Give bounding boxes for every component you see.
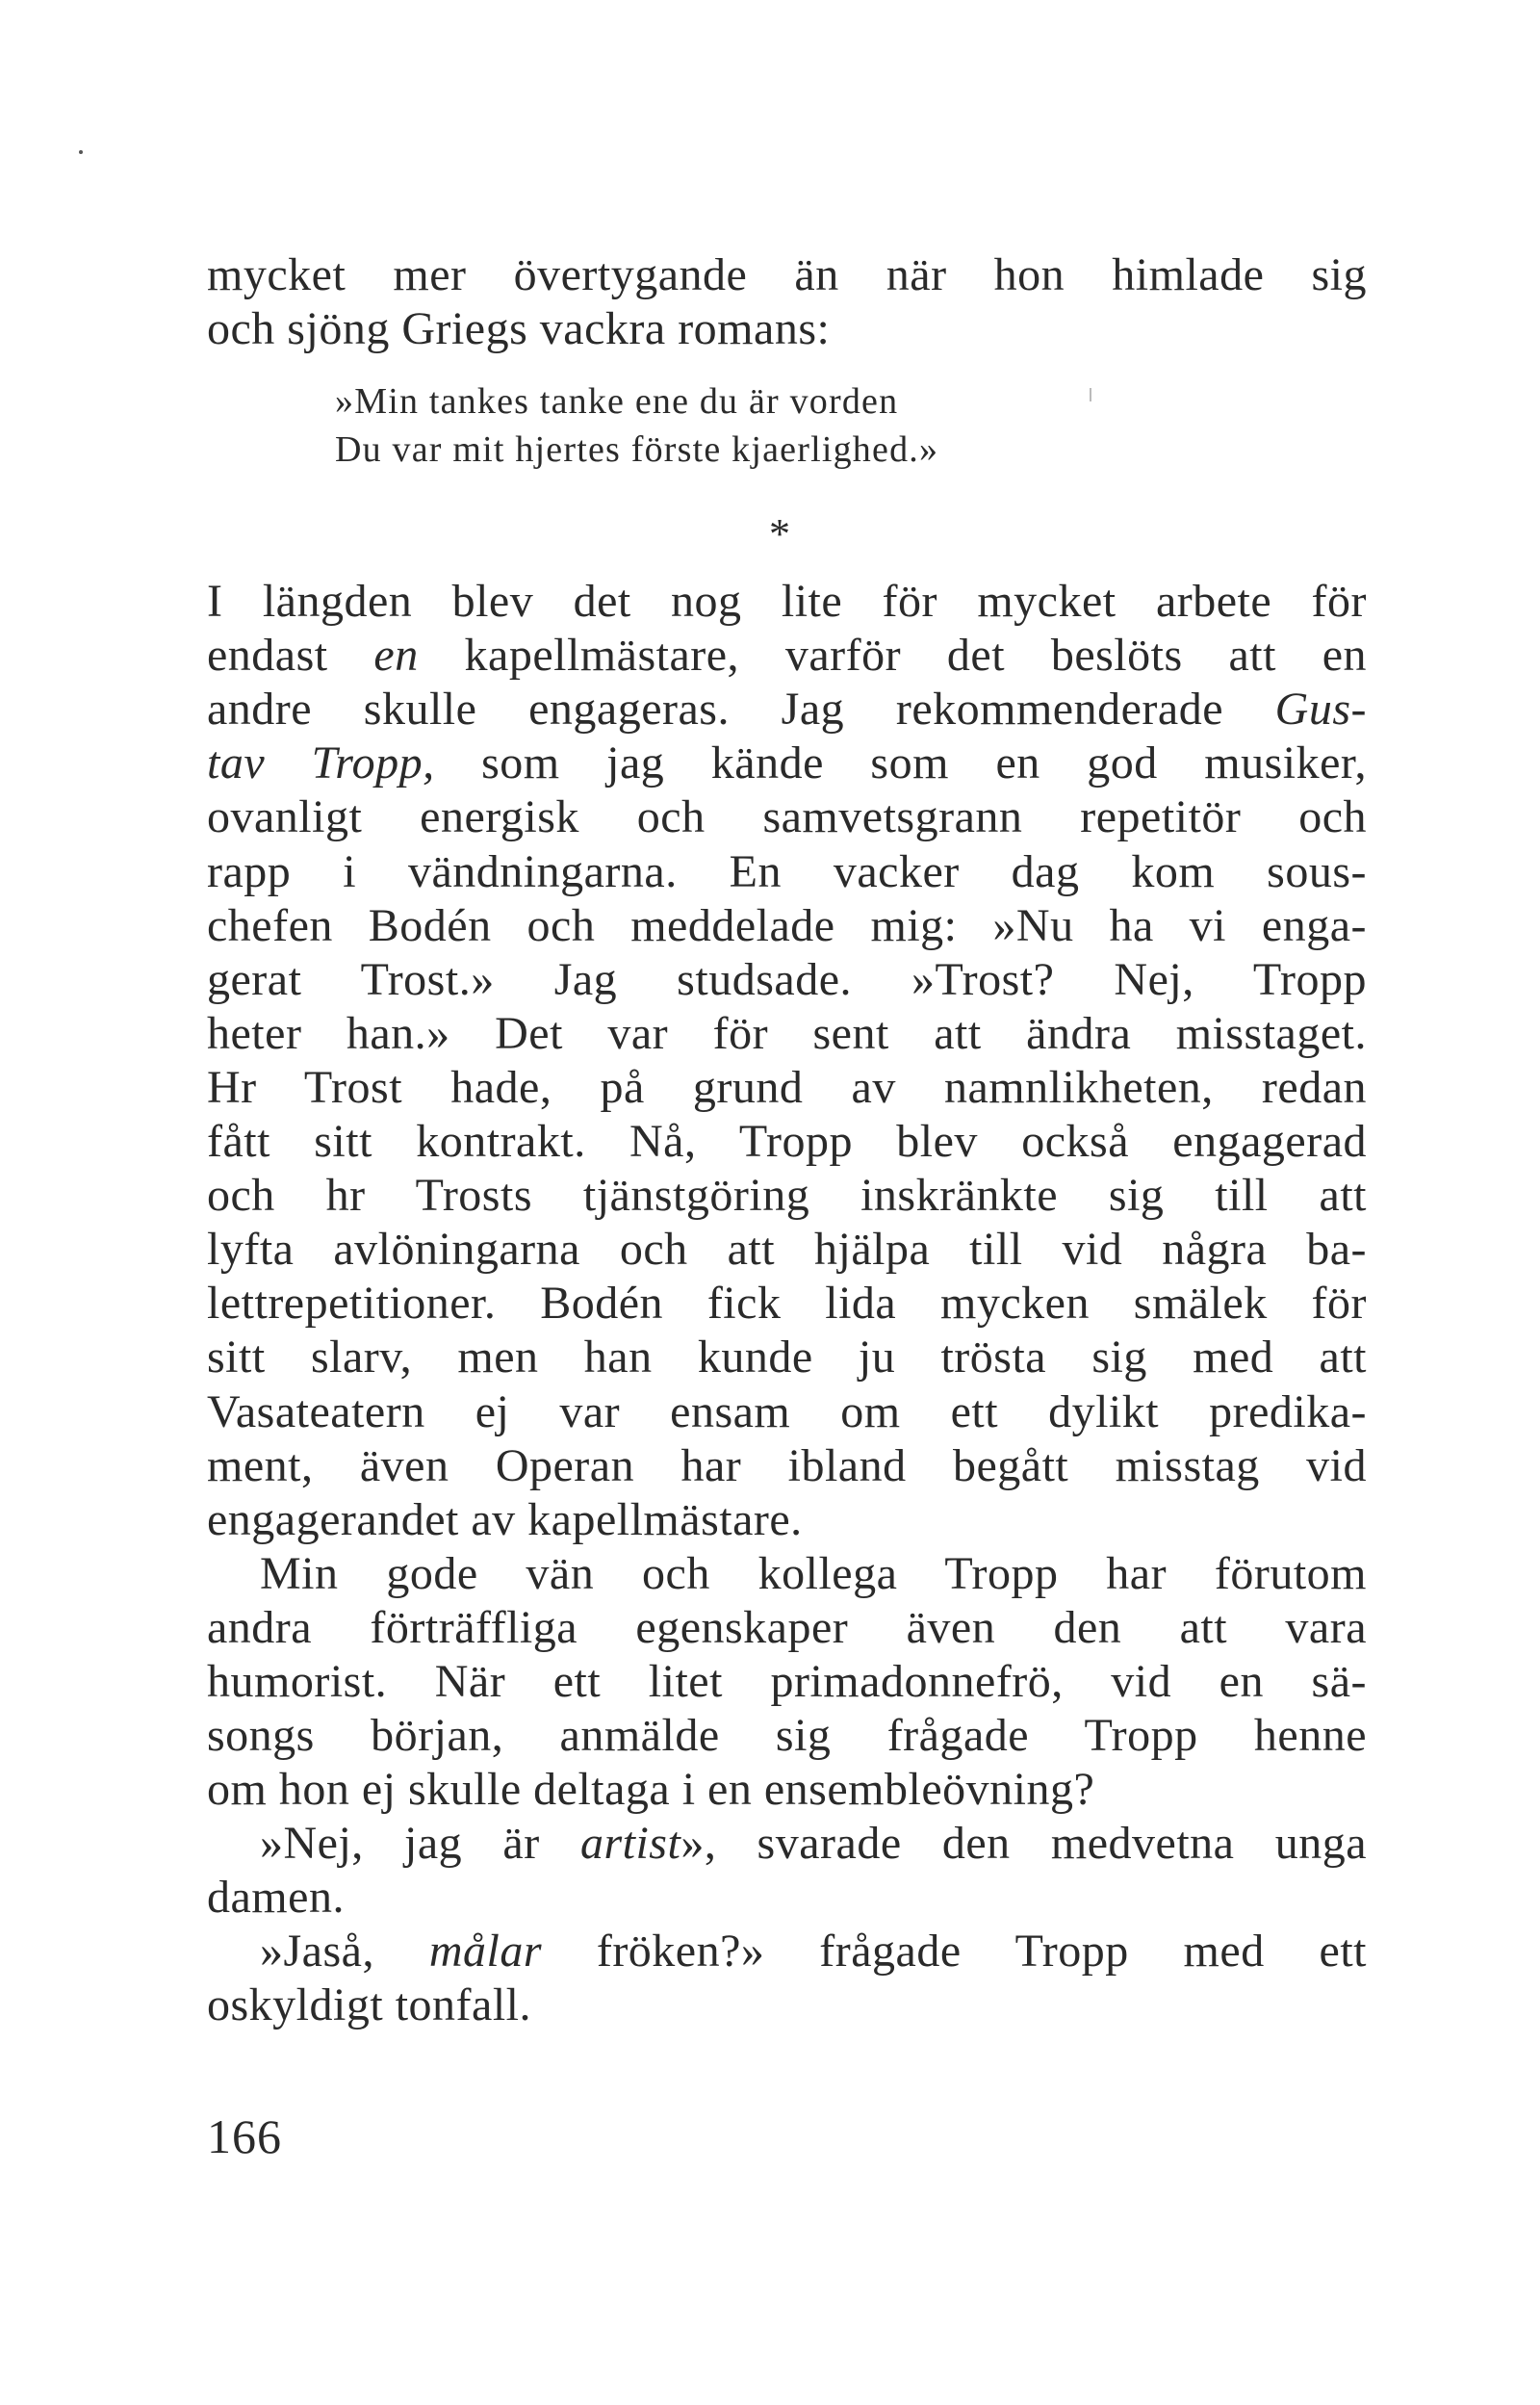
paragraph1-line-10 (207, 1061, 1367, 1115)
text-segment: endast (207, 630, 374, 681)
italic-text-segment: tav Tropp, (207, 737, 435, 789)
paragraph2-line-4 (207, 1709, 1367, 1763)
text-segment: »Jaså, (260, 1926, 429, 1977)
paragraph2-line-3 (207, 1655, 1367, 1709)
verse-line-2: Du var mit hjertes förste kjaerlighed.» (335, 429, 939, 470)
paragraph1-line-17 (207, 1439, 1367, 1493)
italic-text-segment: Gus- (1274, 684, 1367, 735)
text-segment: damen. (207, 1872, 345, 1923)
paragraph1-line-4 (207, 737, 1367, 790)
text-segment: », svarade den medvetna unga (680, 1818, 1368, 1869)
intro-line-1: mycket mer övertygande än när hon himlade sig (207, 249, 1367, 300)
paragraph2-line-2 (207, 1601, 1367, 1655)
italic-text-segment: artist (579, 1818, 681, 1869)
text-segment: I längden blev det nog lite för mycket arbete för (207, 576, 1367, 627)
italic-text-segment: en (373, 630, 419, 681)
paragraph1-line-11 (207, 1115, 1367, 1169)
text-segment: gerat Trost.» Jag studsade. »Trost? Nej, Tropp (207, 954, 1367, 1005)
paragraph1-line-2 (207, 629, 1367, 683)
paragraph1-line-6 (207, 845, 1367, 899)
text-segment: sitt slarv, men han kunde ju trösta sig med att (207, 1332, 1367, 1383)
text-segment: andra förträffliga egenskaper även den att vara (207, 1602, 1367, 1653)
text-segment: chefen Bodén och meddelade mig: »Nu ha vi enga- (207, 900, 1367, 951)
section-separator: * (769, 510, 790, 557)
text-segment: Hr Trost hade, på grund av namnlikheten, redan (207, 1062, 1367, 1113)
paragraph1-line-14 (207, 1277, 1367, 1331)
text-segment: ment, även Operan har ibland begått misstag vid (207, 1440, 1367, 1491)
paragraph3-line-1 (260, 1817, 1367, 1871)
verse-line-1: »Min tankes tanke ene du är vorden (335, 381, 899, 422)
text-segment: rapp i vändningarna. En vacker dag kom sous- (207, 846, 1367, 897)
margin-speck (79, 150, 83, 154)
text-segment: andre skulle engageras. Jag rekommenderade (207, 684, 1275, 735)
paragraph4-line-2 (207, 1978, 531, 2032)
paragraph1-line-18 (207, 1493, 803, 1547)
text-segment: heter han.» Det var för sent att ändra misstaget. (207, 1008, 1367, 1059)
text-segment: »Nej, jag är (260, 1818, 580, 1869)
text-segment: fröken?» frågade Tropp med ett (542, 1926, 1368, 1977)
page-number: 166 (207, 2109, 282, 2163)
text-segment: humorist. När ett litet primadonnefrö, vid en sä- (207, 1656, 1367, 1707)
text-segment: fått sitt kontrakt. Nå, Tropp blev också engagerad (207, 1116, 1367, 1167)
paragraph1-line-12 (207, 1169, 1367, 1223)
text-segment: lyfta avlöningarna och att hjälpa till vid några ba- (207, 1224, 1367, 1275)
text-segment: songs början, anmälde sig frågade Tropp henne (207, 1710, 1367, 1761)
paragraph1-line-13 (207, 1223, 1367, 1277)
text-segment: som jag kände som en god musiker, (434, 737, 1367, 789)
paragraph4-line-1 (260, 1925, 1367, 1978)
paragraph1-line-5 (207, 790, 1367, 844)
paragraph1-line-15 (207, 1331, 1367, 1384)
text-segment: engagerandet av kapellmästare. (207, 1494, 803, 1545)
paragraph2-line-1 (260, 1547, 1367, 1601)
margin-mark (1090, 388, 1091, 401)
text-segment: kapellmästare, varför det beslöts att en (418, 630, 1368, 681)
text-segment: ovanligt energisk och samvetsgrann repetitör och (207, 791, 1367, 842)
paragraph1-line-7 (207, 899, 1367, 953)
text-segment: lettrepetitioner. Bodén fick lida mycken smälek för (207, 1278, 1367, 1329)
intro-line-2: och sjöng Griegs vackra romans: (207, 303, 831, 354)
italic-text-segment: målar (428, 1926, 542, 1977)
paragraph1-line-9 (207, 1007, 1367, 1061)
paragraph2-line-5 (207, 1763, 1094, 1817)
paragraph1-line-8 (207, 953, 1367, 1007)
paragraph1-line-3 (207, 683, 1367, 737)
paragraph1-line-1 (207, 575, 1367, 629)
text-segment: och hr Trosts tjänstgöring inskränkte sig till att (207, 1170, 1367, 1221)
text-segment: om hon ej skulle deltaga i en ensembleövning? (207, 1764, 1095, 1815)
paragraph1-line-16 (207, 1385, 1367, 1439)
paragraph3-line-2 (207, 1871, 345, 1925)
text-segment: Vasateatern ej var ensam om ett dylikt predika- (207, 1386, 1367, 1437)
text-segment: oskyldigt tonfall. (207, 1979, 531, 2030)
text-segment: Min gode vän och kollega Tropp har förutom (260, 1548, 1367, 1599)
